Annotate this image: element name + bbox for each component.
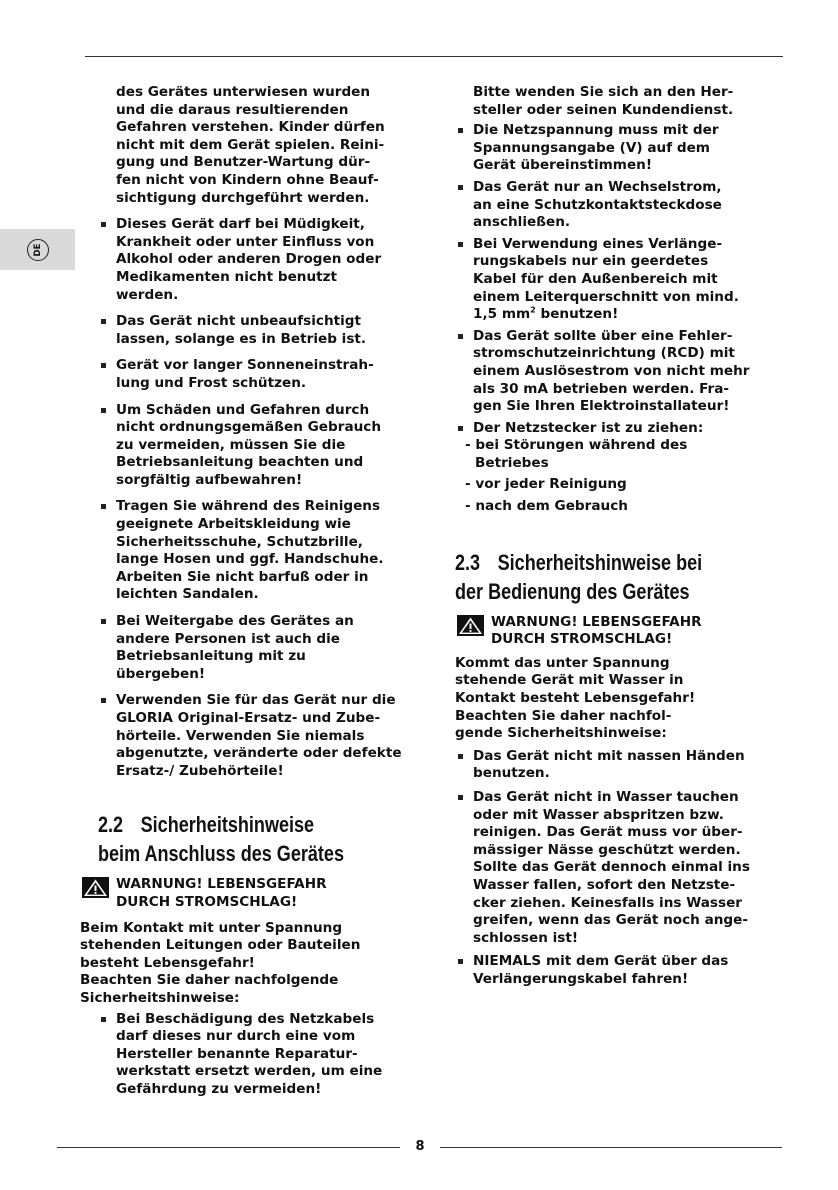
bullet-item — [98, 498, 398, 604]
text-line: gende Sicherheitshinweise: — [455, 725, 667, 742]
text-line: - bei Störungen während des — [465, 437, 688, 454]
bullet-item — [98, 1011, 398, 1099]
text-line: geeignete Arbeitskleidung wie — [116, 516, 351, 533]
text-line: Das Gerät nicht unbeaufsichtigt — [116, 313, 362, 330]
text-line: Arbeiten Sie nicht barfuß oder in — [116, 568, 369, 585]
dash-item — [455, 476, 747, 494]
section-title: der Bedienung des Gerätes — [455, 578, 690, 604]
text-line: Tragen Sie während des Reinigens — [116, 498, 381, 515]
text-line: Kabel für den Außenbereich mit — [473, 270, 718, 287]
bullet-item — [455, 179, 747, 232]
text-line: sichtigung durchgeführt werden. — [116, 189, 370, 206]
text-line: und die daraus resultierenden — [116, 101, 349, 118]
text-line: Gerät vor langer Sonneneinstrah- — [116, 357, 374, 374]
text-line: GLORIA Original-Ersatz- und Zube- — [116, 710, 381, 726]
continued-paragraph — [98, 84, 398, 207]
text-line: Sicherheitshinweise: — [80, 989, 240, 1006]
section-number: 2.3 — [455, 549, 481, 575]
text-line: Hersteller benannte Reparatur- — [116, 1045, 358, 1062]
right-column — [455, 84, 750, 989]
text-line: steller oder seinen Kundendienst. — [473, 101, 734, 118]
warning-text: WARNUNG! LEBENSGEFAHR — [491, 613, 702, 630]
text-line: schlossen ist! — [473, 929, 579, 946]
text-line: darf dieses nur durch eine vom — [116, 1028, 356, 1045]
text-line: lung und Frost schützen. — [116, 374, 307, 391]
text-line: stromschutzeinrichtung (RCD) mit — [473, 345, 735, 362]
intro-paragraph — [80, 920, 398, 1008]
text-line: Medikamenten nicht benutzt — [116, 268, 338, 285]
text-line: Krankheit oder unter Einfluss von — [116, 233, 375, 250]
dash-item — [455, 437, 747, 472]
text-line: Bei Beschädigung des Netzkabels — [116, 1010, 375, 1027]
text-line: als 30 mA betrieben werden. Fra- — [473, 380, 730, 397]
section-title: Sicherheitshinweise bei — [497, 549, 703, 575]
text-line: Betriebsanleitung mit zu — [116, 648, 306, 665]
text-line: Die Netzspannung muss mit der — [473, 122, 719, 139]
text-line: werden. — [116, 286, 179, 303]
language-badge: DE — [27, 239, 49, 261]
text-line: gung und Benutzer-Wartung dür- — [116, 154, 371, 171]
text-line: Gefährdung zu vermeiden! — [116, 1080, 322, 1097]
warning-text: DURCH STROMSCHLAG! — [491, 631, 673, 648]
text-line: Das Gerät sollte über eine Fehler- — [473, 327, 733, 344]
text-line: Kontakt besteht Lebensgefahr! — [455, 690, 696, 707]
text-line: an eine Schutzkontaktsteckdose — [473, 196, 722, 213]
text-line: Der Netzstecker ist zu ziehen: — [473, 419, 704, 436]
bullet-item — [455, 953, 747, 988]
footer-rule — [57, 1147, 400, 1148]
dash-item — [455, 498, 747, 516]
text-line: Beachten Sie daher nachfolgende — [80, 972, 339, 989]
text-line: Betriebes — [475, 454, 549, 471]
text-line: abgenutzte, veränderte oder defekte — [116, 745, 402, 762]
text-line: Alkohol oder anderen Drogen oder — [116, 251, 382, 268]
bullet-item — [455, 122, 747, 175]
text-line: lassen, solange es in Betrieb ist. — [116, 330, 367, 347]
text-line: Dieses Gerät darf bei Müdigkeit, — [116, 216, 365, 233]
text-line: Wasser fallen, sofort den Netzste- — [473, 876, 736, 893]
text-line: nicht mit dem Gerät spielen. Reini- — [116, 136, 385, 153]
section-title: Sicherheitshinweise — [140, 812, 315, 838]
continued-paragraph — [455, 84, 747, 119]
text-line: des Gerätes unterwiesen wurden — [116, 84, 371, 100]
page-number: 8 — [415, 1139, 425, 1154]
text-line: werkstatt ersetzt werden, um eine — [116, 1063, 383, 1080]
text-line: - nach dem Gebrauch — [465, 498, 628, 515]
text-line: besteht Lebensgefahr! — [80, 954, 255, 971]
text-line: zu vermeiden, müssen Sie die — [116, 436, 346, 453]
text-line: Gefahren verstehen. Kinder dürfen — [116, 119, 385, 136]
text-line: Sicherheitsschuhe, Schutzbrille, — [116, 533, 363, 550]
text-line: fen nicht von Kindern ohne Beauf- — [116, 171, 379, 188]
warning-icon — [457, 615, 484, 636]
bullet-item — [455, 327, 750, 416]
text-line: oder mit Wasser abspritzen bzw. — [473, 806, 724, 823]
text-line: Das Gerät nicht mit nassen Händen — [473, 747, 745, 764]
text-line: Sollte das Gerät dennoch einmal ins — [473, 859, 750, 876]
text-line: Gerät übereinstimmen! — [473, 157, 653, 174]
warning-icon — [82, 877, 109, 898]
text-line: sorgfältig aufbewahren! — [116, 471, 303, 488]
warning-notice — [80, 876, 398, 911]
text-line: Beachten Sie daher nachfol- — [455, 707, 672, 724]
text-line: rungskabels nur ein geerdetes — [473, 253, 709, 270]
text-line: Verlängerungskabel fahren! — [473, 970, 689, 987]
text-line: mässiger Nässe geschützt werden. — [473, 841, 741, 858]
bullet-item — [98, 216, 398, 304]
text-line: leichten Sandalen. — [116, 586, 259, 603]
left-column — [80, 84, 402, 1099]
text-line: greifen, wenn das Gerät noch ange- — [473, 912, 749, 929]
bullet-item — [98, 692, 402, 780]
text-line: Um Schäden und Gefahren durch — [116, 401, 370, 418]
bullet-item — [455, 789, 750, 947]
text-line: NIEMALS mit dem Gerät über das — [473, 953, 729, 970]
text-line: nicht ordnungsgemäßen Gebrauch — [116, 419, 382, 436]
text-line: übergeben! — [116, 665, 206, 682]
text-line: reinigen. Das Gerät muss vor über- — [473, 824, 743, 841]
text-line: 1,5 $mm^2$ benutzen! — [473, 305, 619, 323]
text-line: Kommt das unter Spannung — [455, 654, 670, 671]
text-line: gen Sie Ihren Elektroinstallateur! — [473, 398, 730, 415]
warning-text: DURCH STROMSCHLAG! — [116, 893, 298, 910]
bullet-item — [98, 313, 398, 348]
text-line: Bitte wenden Sie sich an den Her- — [473, 84, 734, 100]
header-rule — [85, 56, 783, 57]
text-line: cker ziehen. Keinesfalls ins Wasser — [473, 894, 742, 911]
text-line: Spannungsangabe (V) auf dem — [473, 139, 710, 156]
bullet-item — [98, 613, 398, 683]
text-line: Ersatz-/ Zubehörteile! — [116, 762, 284, 779]
text-line: stehende Gerät mit Wasser in — [455, 672, 684, 689]
bullet-item — [455, 748, 747, 783]
text-line: Beim Kontakt mit unter Spannung — [80, 919, 343, 936]
text-line: - vor jeder Reinigung — [465, 476, 627, 493]
bullet-item — [98, 402, 398, 490]
text-line: hörteile. Verwenden Sie niemals — [116, 727, 365, 744]
text-line: stehenden Leitungen oder Bauteilen — [80, 937, 361, 954]
section-heading — [98, 810, 344, 868]
intro-paragraph — [455, 655, 747, 743]
section-heading — [455, 548, 703, 606]
text-line: einem Auslösestrom von nicht mehr — [473, 362, 750, 379]
text-line: lange Hosen und ggf. Handschuhe. — [116, 551, 384, 568]
text-line: Betriebsanleitung beachten und — [116, 454, 364, 471]
bullet-item — [455, 236, 747, 324]
text-line: Das Gerät nur an Wechselstrom, — [473, 178, 722, 195]
text-line: einem Leiterquerschnitt von mind. — [473, 288, 739, 305]
text-line: Das Gerät nicht in Wasser tauchen — [473, 789, 739, 805]
bullet-item — [455, 420, 747, 438]
section-number: 2.2 — [98, 812, 124, 838]
text-line: Bei Verwendung eines Verlänge- — [473, 235, 723, 252]
text-line: Bei Weitergabe des Gerätes an — [116, 613, 354, 630]
text-line: Verwenden Sie für das Gerät nur die — [116, 692, 396, 709]
footer-rule — [440, 1147, 782, 1148]
text-line: anschließen. — [473, 214, 571, 231]
bullet-item — [98, 357, 398, 392]
section-title: beim Anschluss des Gerätes — [98, 841, 344, 867]
text-line: benutzen. — [473, 765, 550, 782]
warning-text: WARNUNG! LEBENSGEFAHR — [116, 876, 327, 893]
language-tab — [0, 229, 75, 270]
warning-notice — [455, 614, 747, 649]
text-line: andere Personen ist auch die — [116, 630, 340, 647]
